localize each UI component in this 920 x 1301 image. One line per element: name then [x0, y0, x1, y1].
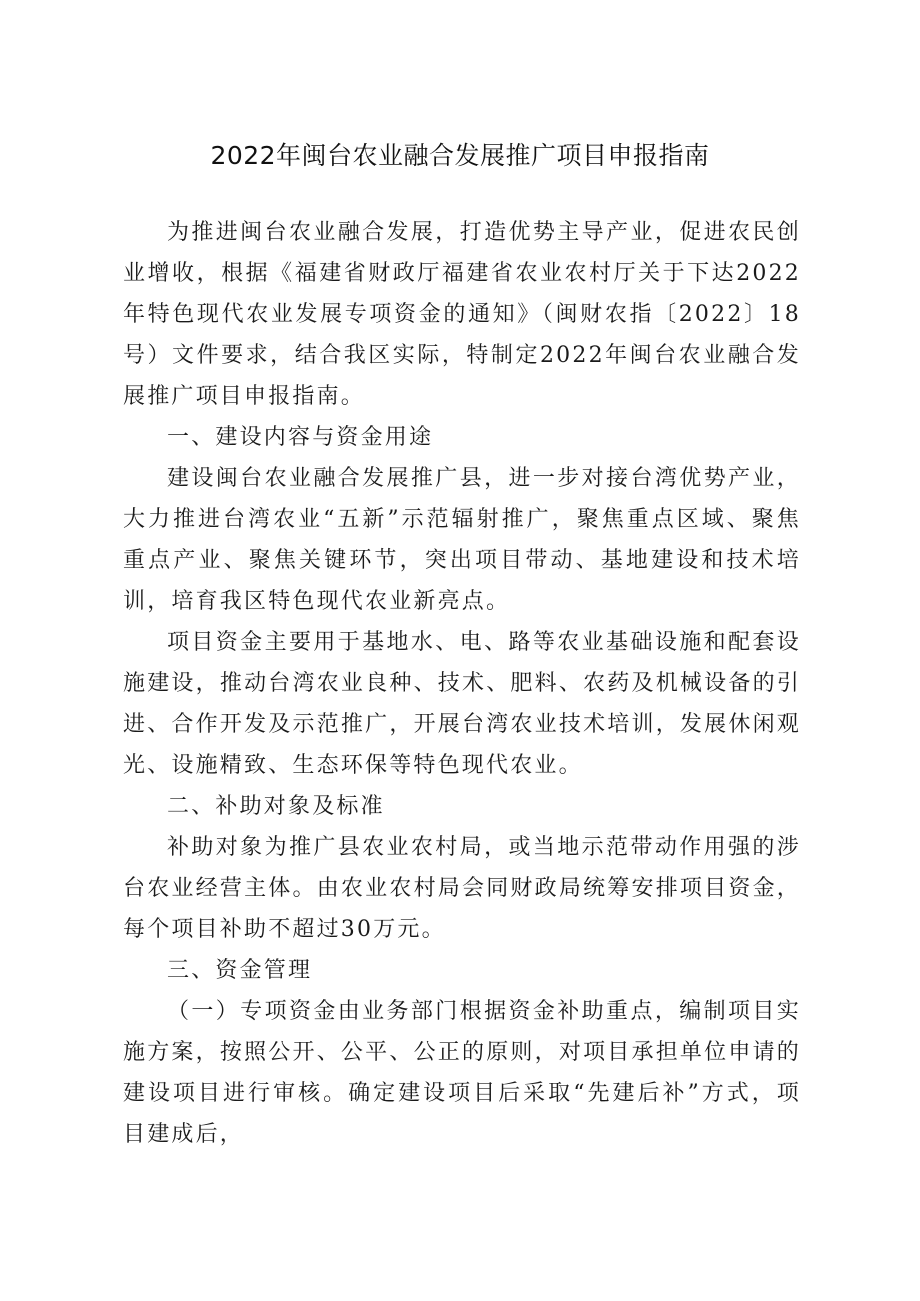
section-heading-2: 二、补助对象及标准	[167, 794, 385, 819]
section1-paragraph-1: 建设闽台农业融合发展推广县，进一步对接台湾优势产业，大力推进台湾农业“五新”示范辐射推广，聚焦重点区域、聚焦重点产业、聚焦关键环节，突出项目带动、基地建设和技术培训，培育我区特色现代农业新亮点。	[123, 466, 801, 614]
document-body	[123, 212, 801, 1155]
section1-paragraph-2: 项目资金主要用于基地水、电、路等农业基础设施和配套设施建设，推动台湾农业良种、技术、肥料、农药及机械设备的引进、合作开发及示范推广，开展台湾农业技术培训，发展休闲观光、设施精致、生态环保等特色现代农业。	[123, 630, 801, 778]
section-heading-1: 一、建设内容与资金用途	[167, 425, 434, 450]
document-title: 2022年闽台农业融合发展推广项目申报指南	[210, 141, 710, 170]
section2-paragraph-1: 补助对象为推广县农业农村局，或当地示范带动作用强的涉台农业经营主体。由农业农村局会同财政局统筹安排项目资金，每个项目补助不超过30万元。	[123, 835, 801, 942]
section-heading-3: 三、资金管理	[167, 958, 313, 983]
section3-item-1: （一）专项资金由业务部门根据资金补助重点，编制项目实施方案，按照公开、公平、公正的原则，对项目承担单位申请的建设项目进行审核。确定建设项目后采取“先建后补”方式，项目建成后，	[123, 999, 801, 1147]
intro-paragraph: 为推进闽台农业融合发展，打造优势主导产业，促进农民创业增收，根据《福建省财政厅福建省农业农村厅关于下达2022年特色现代农业发展专项资金的通知》（闽财农指〔2022〕18号）文件要求，结合我区实际，特制定2022年闽台农业融合发展推广项目申报指南。	[123, 220, 801, 409]
